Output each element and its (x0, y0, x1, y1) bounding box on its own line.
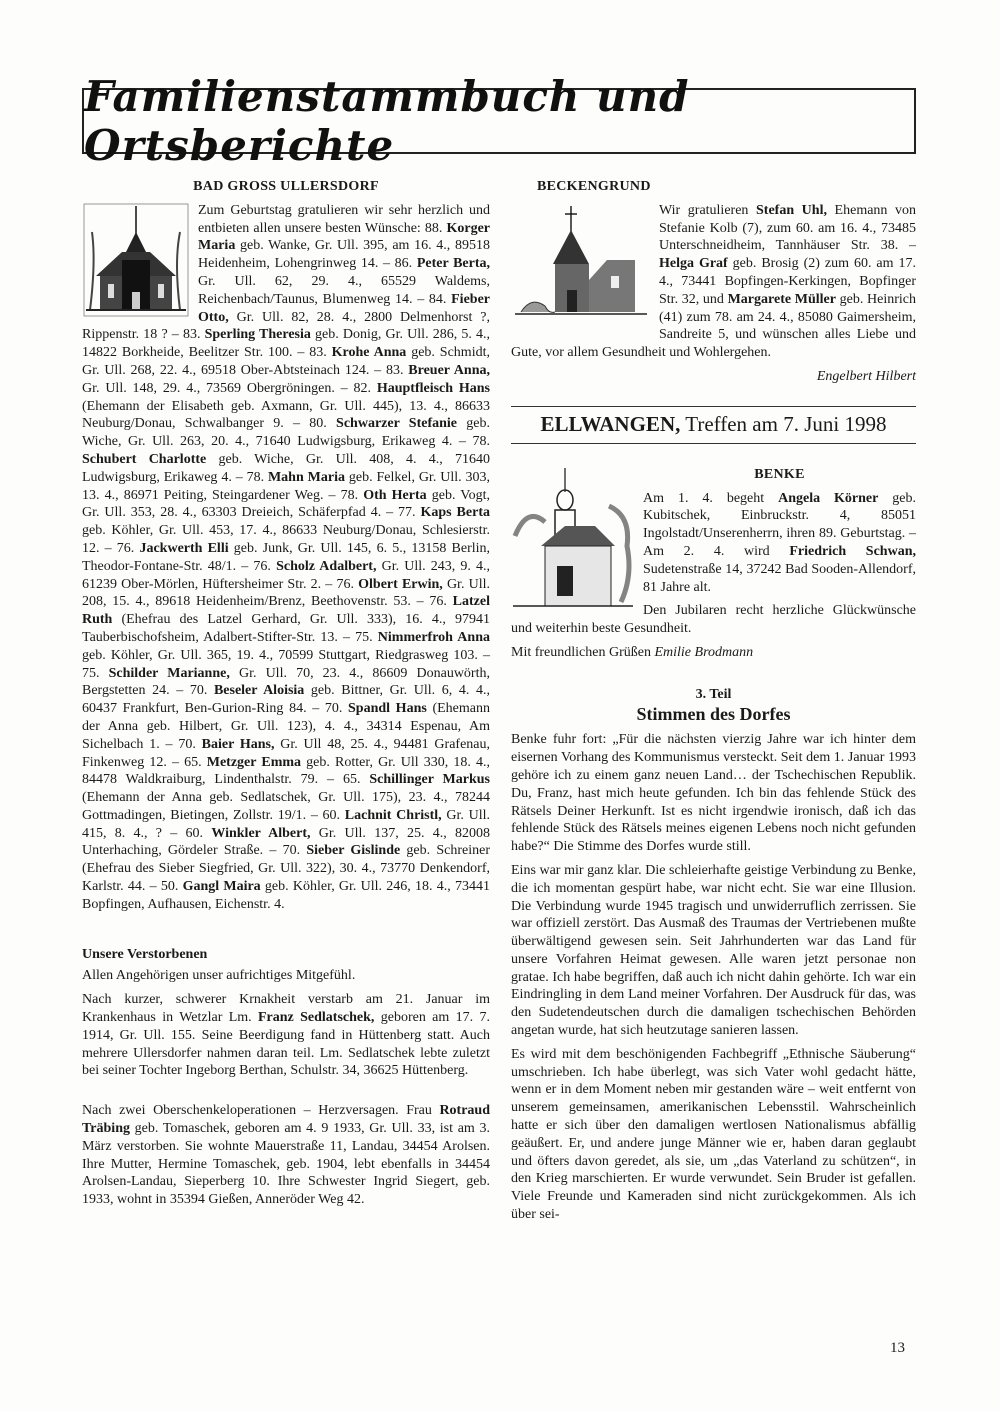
text-segment: Nach kurzer, schwerer Krnakheit verstarb am 21. Januar im Krankenhaus in Wetzlar Lm. (82, 992, 490, 1026)
becken-heading: BECKENGRUND (537, 179, 651, 194)
person-name: Schubert Charlotte (82, 451, 207, 467)
benke-heading: BENKE (754, 466, 805, 482)
divider (511, 406, 916, 407)
person-name: Beseler Aloisia (213, 683, 305, 699)
story-paragraph: Eins war mir ganz klar. Die schleierhafte geistige Verbindung zu Benke, die ich momentan gespürt habe, war nicht echt. Sie war eine Illusion. Die Verbindung wurde 1945 tragisch und unwiderruflich zerrissen. Sie war offiziell zerstört. Das Ausmaß des Traumas der Vertriebenen mußte überwältigend gewesen sein. Seit Jahrhunderten war das Land für unsere Vorfahren Heimat gewesen. Alle waren jetzt personae non gratae. Ich habe begriffen, daß auch ich nicht dahin gehörte. Ich war ein Eindringling in dem Land meiner Vorfahren. Der Ausdruck für das, was den Sudetendeutschen durch die damaligen tschechischen Behörden angetan wurde, hat sich heutzutage sanieren lassen. (511, 862, 916, 1039)
text-segment: Gr. Ull. 208, 15. 4., 89618 Heidenheim/Brenz, Beethovenstr. 53. – 76. (82, 576, 490, 610)
benke-wishes: Den Jubilaren recht herzliche Glückwünsche und weiterhin beste Gesundheit. (511, 603, 916, 637)
text-segment: Nach zwei Oberschenkeloperationen – Herzversagen. Frau (82, 1103, 440, 1119)
story-paragraph: Es wird mit dem beschönigenden Fachbegriff „Ethnische Säuberung“ umschrieben. Ich habe überlegt, was sich Vater wohl gedacht hätte, wenn er in dem Moment neben mir gestanden wäre – weit entfernt von unserem gemeinsamen, amerikanischen Lebensstil. Wahrscheinlich hatte er sich über den damaligen wertlosen Nationalismus abfällig geäußert. Er, und andere junge Männer wie er, haben daran geglaubt und öfters davon geredet, als sie, um „das Vaterland zu schützen“, in den Krieg marschierten. Er wurde verwundet. Sein Bruder ist gefallen. Viele Freunde und Kameraden sind nicht zurückgekommen. Als ich über sei- (511, 1046, 916, 1223)
text-segment: Sudetenstraße 14, 37242 Bad Sooden-Allendorf, 81 Jahre alt. (643, 561, 916, 595)
text-segment: geb. Bittner, Gr. Ull. 6, 4. 4., 60437 Frankfurt, Ben-Gurion-Ring 84. – 70. (82, 683, 490, 717)
text-segment: (Ehemann der Anna geb. Sedlatschek, Gr. Ull. 175), 23. 4., 78244 Gottmadingen, Bietingen, Zollstr. 19/1. – 60. (82, 790, 490, 823)
text-segment: Wir gratulieren (659, 202, 756, 218)
person-name: Gangl Maira (182, 879, 261, 895)
ellwangen-date: Treffen am 7. Juni 1998 (680, 411, 887, 436)
page-banner (82, 72, 916, 170)
benke-author: Emilie Brodmann (654, 644, 754, 660)
text-segment: Zum Geburtstag gratulieren wir sehr herzlich und entbieten allen unsere besten Wünsche: 88. (198, 202, 490, 236)
text-segment: geboren am 17. 7. 1914, Gr. Ull. 155. Seine Beerdigung fand in Hüttenberg statt. Auch mehrere Ullersdorfer nahmen daran teil. Lm. Sedlatschek lebte zuletzt bei seiner Tochter Ingeborg Berthan, Schulstr. 34, 36625 Hüttenberg. (82, 1010, 490, 1079)
text-segment: Gr. Ull. 415, 8. 4., ? – 60. (82, 807, 491, 841)
person-name: Angela Körner (778, 490, 879, 506)
text-segment: Gr. Ull. 70, 23. 4., 86609 Donauwörth, Bergstetten 24. – 70. (82, 665, 490, 699)
person-name: Winkler Albert, (211, 825, 311, 841)
text-segment: geb. Kubitschek, Einbruckstr. 4, 85051 Ingolstadt/Unserenherrn, ihren 89. Geburtstag. – Am 2. 4. wird (643, 490, 916, 559)
person-name: Mahn Maria (267, 469, 345, 485)
text-segment: Gr. Ull. 243, 9. 4., 61239 Ober-Mörlen, Hüftersheimer Str. 2. – 76. (82, 558, 491, 592)
text-segment: geb. Donig, Gr. Ull. 286, 5. 4., 14822 Borkheide, Beelitzer Str. 100. – 83. (82, 327, 490, 361)
person-name: Oth Herta (363, 487, 427, 503)
person-name: Hauptfleisch Hans (376, 380, 491, 396)
person-name: Kaps Berta (420, 505, 490, 521)
text-segment: geb. Wanke, Gr. Ull. 395, am 16. 4., 89518 Heidenheim, Lohengrinweg 14. – 86. (198, 238, 490, 272)
person-name: Peter Berta, (416, 256, 491, 272)
chapel-illustration (511, 202, 651, 324)
verstorbene-heading: Unsere Verstorbenen (82, 946, 208, 962)
page-number: 13 (890, 1340, 905, 1356)
death-notice-2 (82, 1102, 490, 1209)
text-segment: geb. Köhler, Gr. Ull. 365, 19. 4., 70599 Stuttgart, Riedgrasweg 103. – 75. (82, 647, 490, 681)
left-column (82, 178, 490, 1215)
text-segment: Gr. Ull. 62, 29. 4., 65529 Waldems, Reichenbach/Taunus, Blumenweg 14. – 84. (198, 273, 490, 307)
person-name: Jackwerth Elli (139, 540, 229, 556)
text-segment: geb. Köhler, Gr. Ull. 246, 18. 4., 73441 Bopfingen, Aufhausen, Eichenstr. 4. (82, 879, 491, 912)
person-name: Sieber Gislinde (306, 843, 401, 859)
benke-greeting (511, 644, 916, 662)
text-segment: geb. Schmidt, Gr. Ull. 268, 22. 4., 69518 Ober-Abtsteinach 124. – 83. (82, 345, 490, 378)
text-segment: geb. Schreiner (Ehefrau des Sieber Siegfried, Gr. Ull. 322), 30. 4., 73770 Denkendorf, Karlstr. 44. – 50. (82, 843, 490, 895)
text-segment: geb. Köhler, Gr. Ull. 453, 17. 4., 86633 Neuburg/Donau, Schlesierstr. 12. – 76. (82, 523, 490, 556)
text-segment: geb. Vogt, Gr. Ull. 353, 28. 4., 63303 Dreieich, Schäferpfad 4. – 77. (82, 487, 491, 521)
person-name: Lachnit Christl, (344, 807, 442, 823)
story-title: Stimmen des Dorfes (636, 703, 791, 724)
divider (511, 443, 916, 444)
text-segment: geb. Wiche, Gr. Ull. 408, 4. 4., 71640 Ludwigsburg, Erikaweg 4. – 78. (82, 451, 490, 485)
person-name: Spandl Hans (348, 701, 427, 717)
text-segment: Gr. Ull. 148, 29. 4., 73569 Obergröningen. – 82. (82, 380, 377, 396)
text-segment: geb. Felkel, Gr. Ull. 303, 13. 4., 86971 Peiting, Steingardener Weg. – 78. (82, 469, 490, 503)
death-notice-1 (82, 991, 490, 1080)
text-segment: (Ehemann der Anna geb. Hilbert, Gr. Ull. 123), 4. 4., 34314 Espenau, Am Sichelbach 1. – 70. (82, 701, 490, 752)
becken-signature: Engelbert Hilbert (816, 368, 916, 384)
right-column (511, 178, 916, 1230)
person-name: Breuer Anna, (408, 362, 490, 378)
person-name: Krohe Anna (331, 345, 407, 361)
text-segment: Gr. Ull. 82, 28. 4., 2800 Delmenhorst ?, Rippenstr. 18 ? – 83. (82, 309, 490, 343)
person-name: Stefan Uhl, (756, 202, 827, 218)
story-paragraph: Benke fuhr fort: „Für die nächsten vierzig Jahre war ich hinter dem eisernen Vorhang des Kommunismus versteckt. Seit dem 1. Januar 1993 gehöre ich zu einem ganz neuen Land… der Tschechischen Republik. Du, Franz, hast mich heute gefunden. Ich bin das fehlende Stück des Rätsels Deiner Herkunft. Ist es nicht irgendwie ironisch, daß ich das fehlende Stück des Rätsels meines eigenen Lebens noch nicht gefunden habe?“ Die Stimme des Dorfes wurde still. (511, 732, 916, 855)
person-name: Franz Sedlatschek, (258, 1010, 375, 1026)
person-name: Nimmerfroh Anna (377, 629, 490, 645)
person-name: Korger Maria (198, 220, 490, 254)
story-part: 3. Teil (695, 686, 732, 702)
benke-chapel-illustration (511, 466, 635, 616)
text-segment: Am 1. 4. begeht (643, 490, 779, 506)
person-name: Schwarzer Stefanie (336, 416, 458, 432)
person-name: Schilder Marianne, (108, 665, 230, 681)
person-name: Margarete Müller (727, 291, 836, 307)
text-segment: Gr. Ull 48, 25. 4., 94481 Grafenau, Finkenweg 12. – 65. (82, 736, 491, 770)
text-segment: geb. Tomaschek, geboren am 4. 9 1933, Gr. Ull. 33, ist am 3. März verstorben. Sie wohnte Mauerstraße 11, Landau, 34454 Arolsen. Ihre Mutter, Hermine Tomaschek, geb. 1904, lebt ebenfalls in 34454 Arolsen-Landau, Sieperberg 10. Ihre Schwester Ingrid Siegert, geb. 1933, wohnt in 35394 Gießen, Anneröder Weg 42. (82, 1121, 490, 1208)
text-segment: (Ehemann der Elisabeth geb. Axmann, Gr. Ull. 445), 13. 4., 86633 Neuburg/Donau, Schwalbanger 9. – 80. (82, 398, 490, 432)
person-name: Friedrich Schwan, (789, 543, 916, 559)
text-segment: Gr. Ull. 137, 25. 4., 82008 Unterhaching, Gördeler Straße. – 70. (82, 825, 491, 859)
text-segment: (Ehefrau des Latzel Gerhard, Gr. Ull. 333), 16. 4., 97941 Tauberbischofsheim, Adalbert-Stifter-Str. 13. – 75. (82, 612, 490, 645)
person-name: Sperling Theresia (204, 327, 311, 343)
text-segment: Ehemann von Stefanie Kolb (7), zum 60. am 16. 4., 73485 Unterschneidheim, Tannhäuser Str. 38. – (659, 202, 917, 254)
person-name: Scholz Adalbert, (276, 558, 377, 574)
text-segment: geb. Junk, Gr. Ull. 145, 6. 5., 13158 Berlin, Theodor-Fontane-Str. 48/1. – 76. (82, 540, 491, 574)
church-illustration (82, 202, 190, 318)
person-name: Schillinger Markus (369, 772, 490, 788)
verstorbene-intro: Allen Angehörigen unser aufrichtiges Mitgefühl. (82, 968, 356, 984)
text-segment: geb. Heinrich (41) zum 78. am 24. 4., 85080 Gaimersheim, Sandreite 5, und wünschen alles Liebe und Gute, vor allem Gesundheit und Wohlergehen. (511, 291, 916, 361)
bad-heading: BAD GROSS ULLERSDORF (193, 179, 379, 194)
person-name: Baier Hans, (201, 736, 275, 752)
greeting-text: Mit freundlichen Grüßen (511, 644, 655, 660)
person-name: Latzel Ruth (82, 594, 490, 628)
text-segment: geb. Rotter, Gr. Ull 330, 18. 4., 84478 Waldkraiburg, Lindenthalstr. 79. – 65. (82, 754, 490, 788)
person-name: Rotraud Träbing (82, 1103, 490, 1137)
text-segment: geb. Wiche, Gr. Ull. 263, 20. 4., 71640 Ludwigsburg, Erikaweg 4. – 78. (82, 416, 491, 450)
text-segment: geb. Brosig (2) zum 60. am 17. 4., 73441 Bopfingen-Kerkingen, Bopfinger Str. 32, und (659, 256, 916, 307)
person-name: Fieber Otto, (198, 291, 490, 325)
person-name: Olbert Erwin, (358, 576, 443, 592)
person-name: Helga Graf (659, 256, 728, 272)
person-name: Metzger Emma (206, 754, 302, 770)
banner-title: Familienstammbuch und Ortsberichte (84, 72, 690, 170)
ellwangen-heading (511, 411, 916, 437)
ellwangen-place: ELLWANGEN, (540, 411, 681, 436)
